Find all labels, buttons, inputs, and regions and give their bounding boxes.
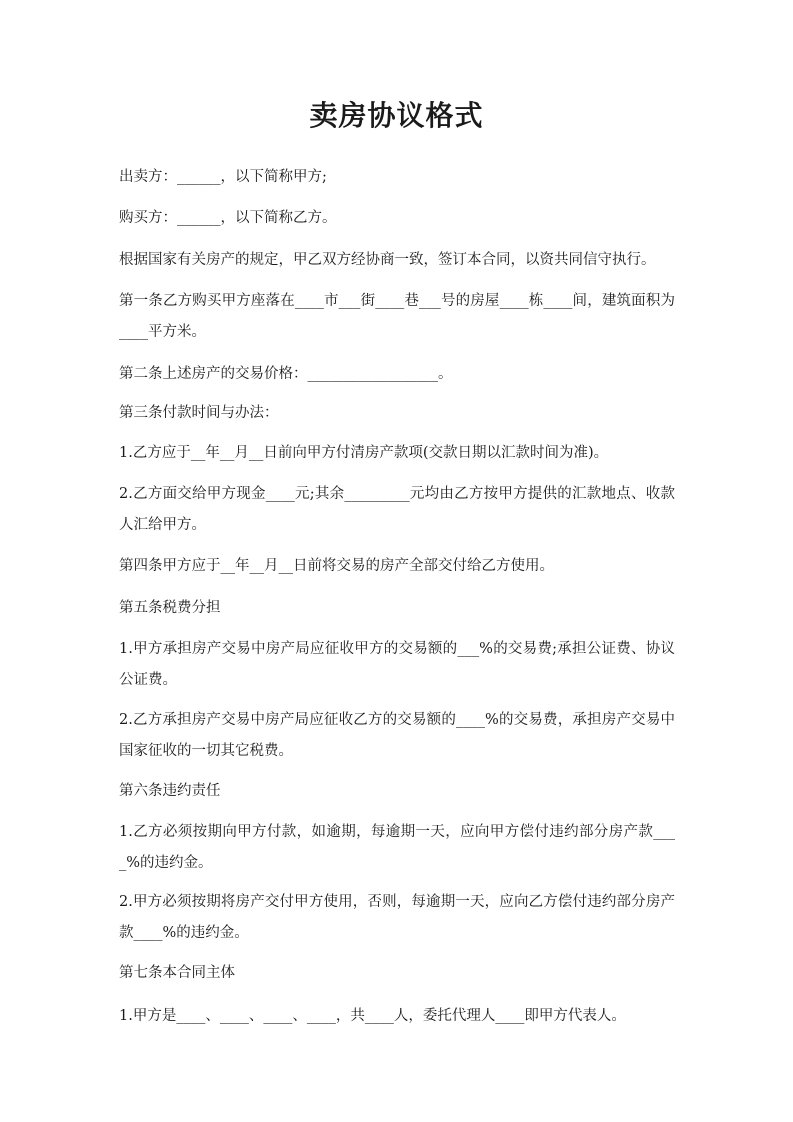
paragraph-article-3-heading: 第三条付款时间与办法： [119,405,279,421]
paragraph-preamble: 根据国家有关房产的规定，甲乙双方经协商一致，签订本合同，以资共同信守执行。 [119,252,656,268]
document-title: 卖房协议格式 [309,99,484,132]
paragraph-article-5-heading: 第五条税费分担 [119,600,221,616]
paragraph-article-2: 第二条上述房产的交易价格：__________________。 [119,366,453,382]
paragraph-seller: 出卖方：______，以下简称甲方; [119,169,327,185]
paragraph-article-6-heading: 第六条违约责任 [119,783,221,799]
paragraph-article-3-item-2: 2.乙方面交给甲方现金____元;其余_________元均由乙方按甲方提供的汇款地点、收款人汇给甲方。 [119,486,675,533]
paragraph-article-5-item-2: 2.乙方承担房产交易中房产局应征收乙方的交易额的____%的交易费，承担房产交易中国家征收的一切其它税费。 [119,712,675,759]
paragraph-buyer: 购买方：______，以下简称乙方。 [119,210,337,226]
paragraph-article-6-item-1: 1.乙方必须按期向甲方付款，如逾期，每逾期一天，应向甲方偿付违约部分房产款____%的违约金。 [119,824,675,871]
paragraph-article-3-item-1: 1.乙方应于__年__月__日前向甲方付清房产款项(交款日期以汇款时间为准)。 [119,445,609,461]
paragraph-article-1: 第一条乙方购买甲方座落在____市___街____巷___号的房屋____栋____间，建筑面积为____平方米。 [119,293,675,340]
paragraph-article-7-item-1: 1.甲方是____、____、____、____，共____人，委托代理人____即甲方代表人。 [119,1008,626,1024]
paragraph-article-5-item-1: 1.甲方承担房产交易中房产局应征收甲方的交易额的___%的交易费;承担公证费、协议公证费。 [119,641,675,688]
paragraph-article-6-item-2: 2.甲方必须按期将房产交付甲方使用，否则，每逾期一天，应向乙方偿付违约部分房产款____%的违约金。 [119,894,675,941]
paragraph-article-7-heading: 第七条本合同主体 [119,965,235,981]
paragraph-article-4: 第四条甲方应于__年__月__日前将交易的房产全部交付给乙方使用。 [119,558,554,574]
